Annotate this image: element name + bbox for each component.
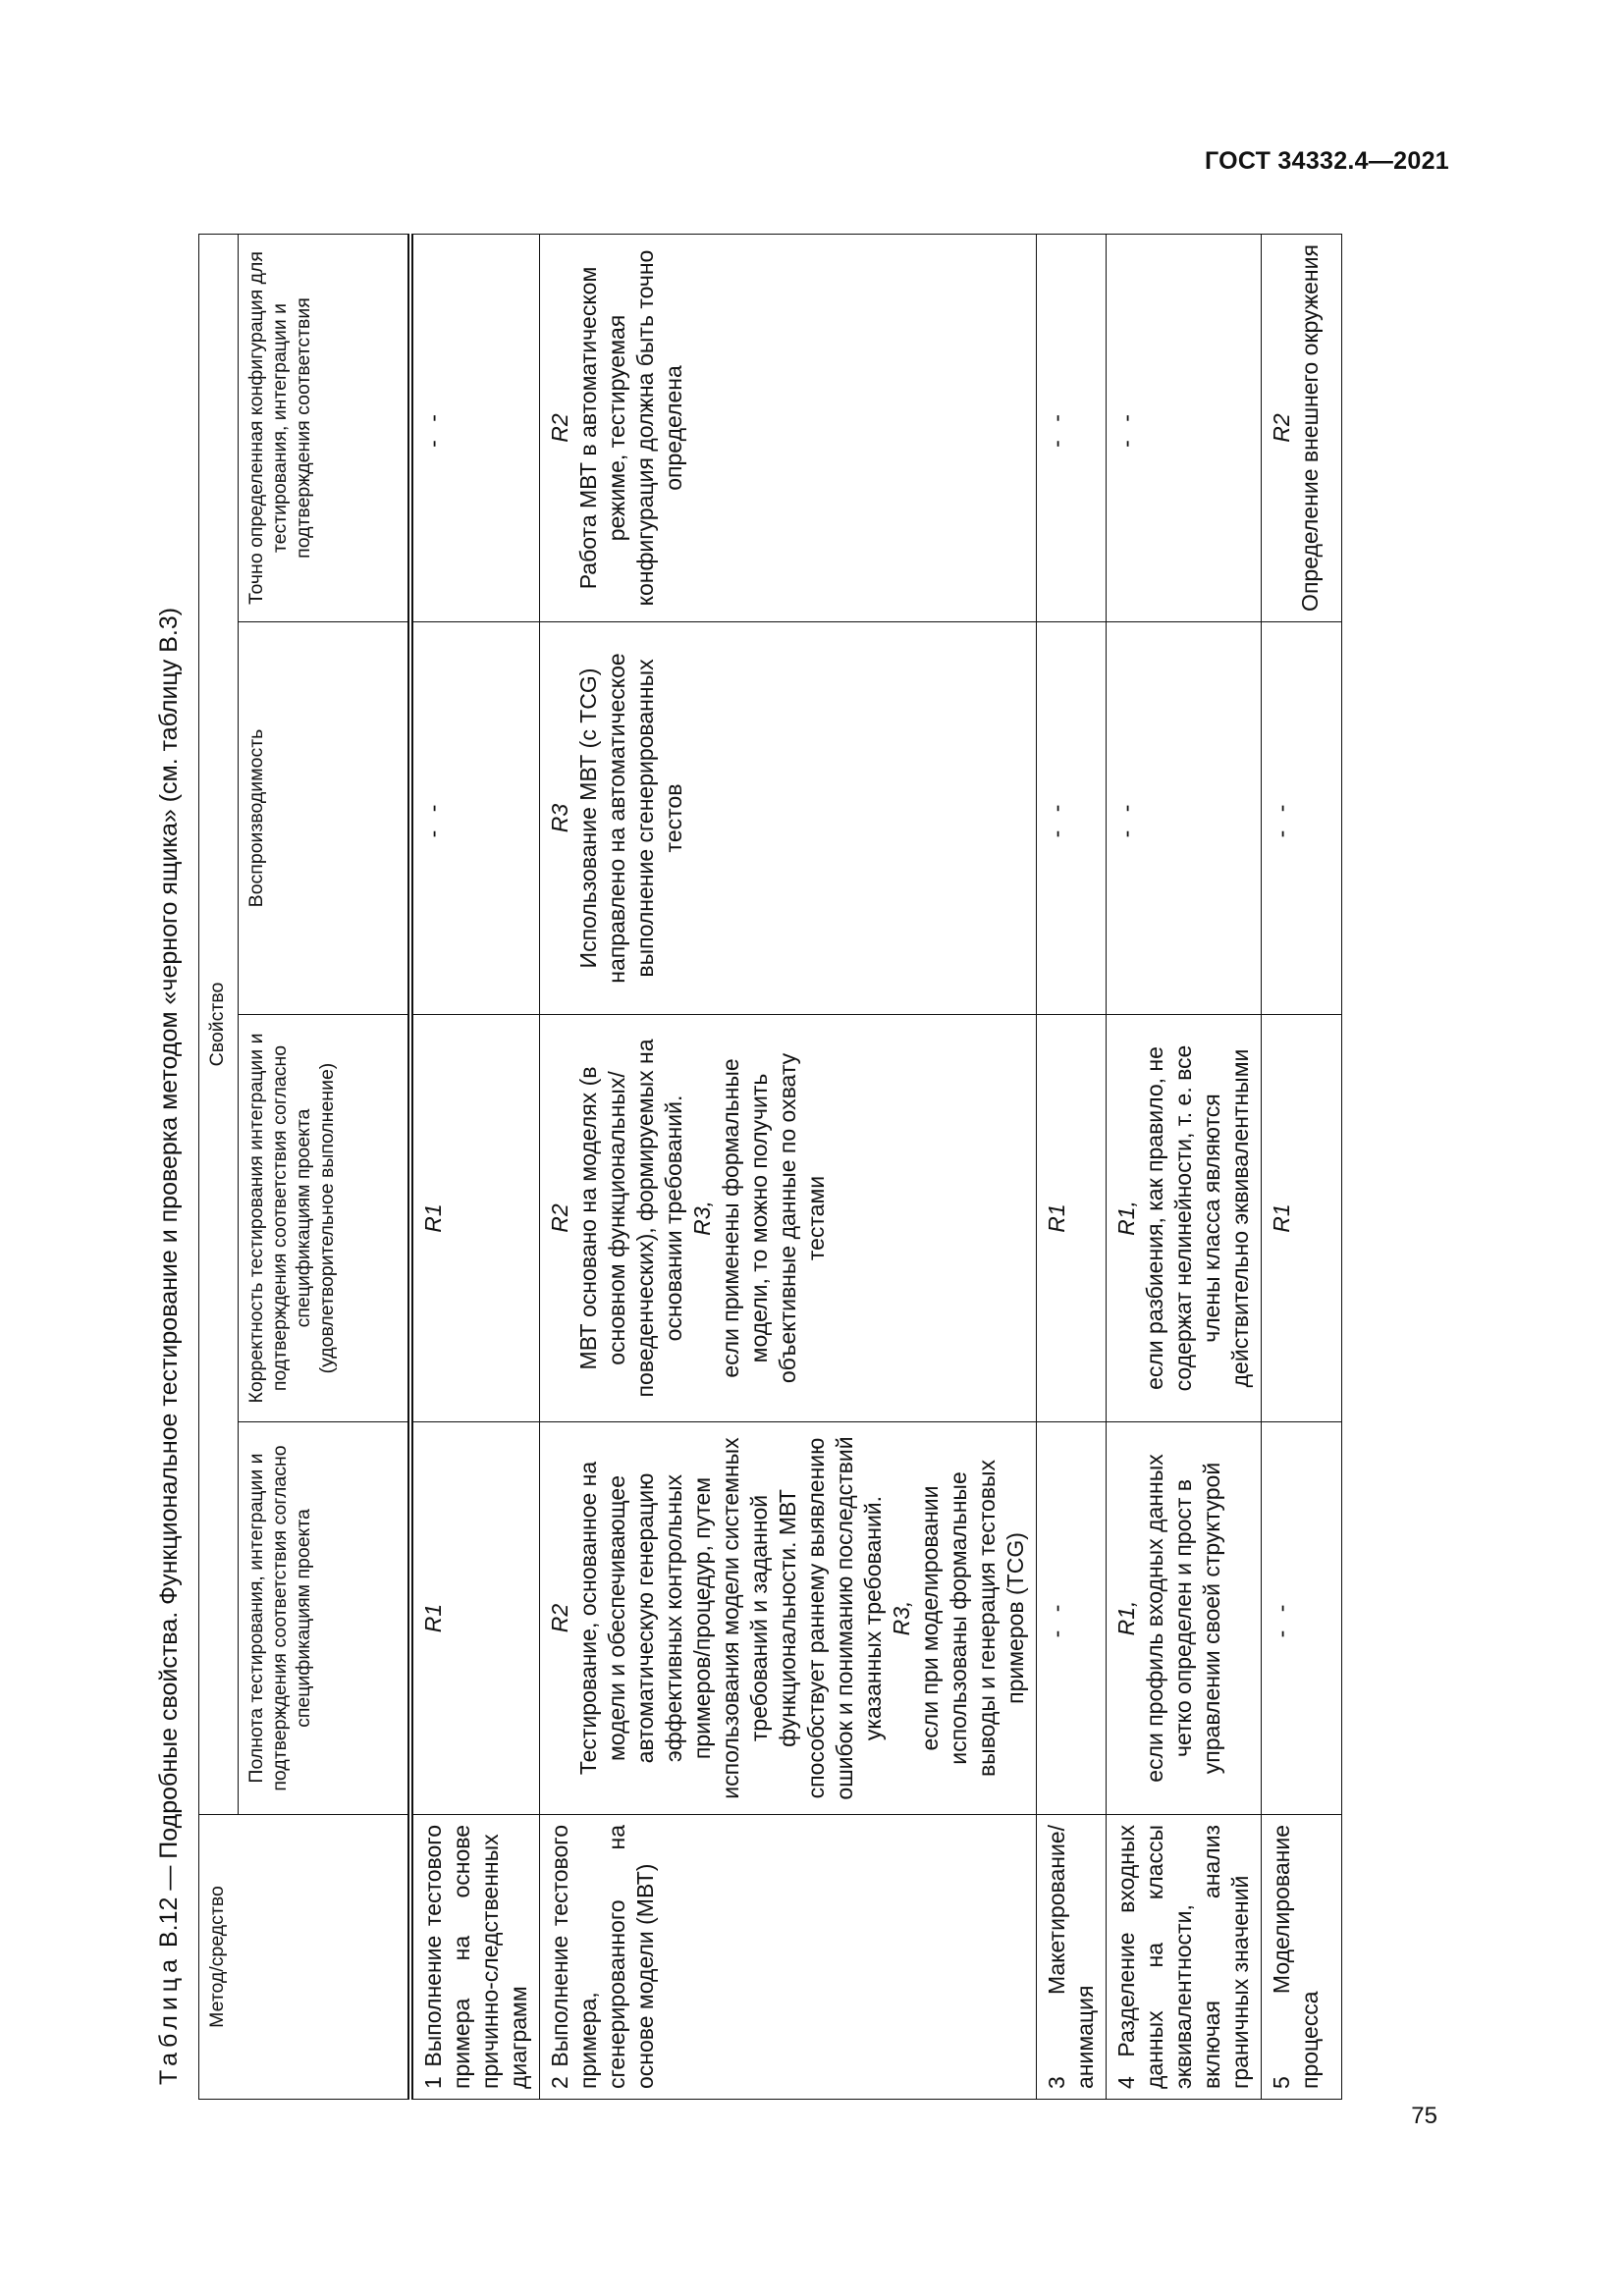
table-row — [540, 234, 1037, 2099]
table-row — [1107, 234, 1262, 2099]
rating-text: Использование МВТ (с TCG) направлено на автоматическое выполнение сгенерированных тестов — [575, 653, 686, 984]
rating-text: МВТ основано на моделях (в основном функциональных/поведенческих), формируемых на основании требований. — [575, 1039, 686, 1398]
rating-text: Работа МВТ в автоматическом режиме, тестируемая конфигурация должна быть точно определена — [575, 249, 686, 607]
properties-table — [198, 234, 1342, 2100]
rating-mark: R2 — [547, 1603, 572, 1633]
rating-cell — [540, 1422, 1037, 1815]
caption-text: В.12 — Подробные свойства. Функциональное тестирование и проверка методом «черного ящика» (см. таблицу В.3) — [155, 607, 183, 1949]
rating-mark: - - — [420, 408, 446, 448]
rating-cell — [540, 1015, 1037, 1422]
rating-cell — [1037, 1015, 1107, 1422]
document-code: ГОСТ 34332.4—2021 — [1204, 147, 1449, 175]
rotated-table-area — [139, 235, 1445, 2100]
rating-cell — [540, 622, 1037, 1015]
rating-mark: - - — [1269, 1598, 1294, 1638]
rating-text: если разбиения, как правило, не содержат нелинейности, т. е. все члены класса являются действительно эквивалентными — [1142, 1044, 1253, 1392]
table-caption — [139, 608, 198, 2085]
rating-text: если применены формальные модели, то можно получить объективные данные по охвату тестами — [718, 1052, 829, 1384]
table-row — [1037, 234, 1107, 2099]
rating-cell — [1107, 1015, 1262, 1422]
rating-cell — [1107, 234, 1262, 621]
rating-mark: - - — [1113, 408, 1139, 448]
rating-mark: R1 — [420, 1603, 446, 1633]
rating-text: Определение внешнего окружения — [1297, 244, 1323, 612]
method-column-header: Метод/средство — [199, 1815, 411, 2100]
property-group-header: Свойство — [199, 234, 239, 1814]
rating-mark: - - — [1044, 408, 1069, 448]
rating-mark: R1 — [1269, 1203, 1294, 1233]
rating-cell — [540, 234, 1037, 621]
rating-mark: R2 — [547, 413, 572, 443]
rating-cell — [1262, 1015, 1342, 1422]
rating-cell — [1262, 234, 1342, 621]
rating-cell — [1037, 1422, 1107, 1815]
method-cell: 4 Разделение входных данных на классы эквивалентности, включая анализ граничных значений — [1107, 1815, 1262, 2100]
rating-cell — [410, 234, 540, 621]
rating-mark: R1 — [420, 1203, 446, 1233]
rating-cell — [1107, 1422, 1262, 1815]
rating-mark: R2 — [547, 1203, 572, 1233]
column-header-repeatability: Воспроизводимость — [239, 622, 411, 1015]
caption-prefix: Таблица — [155, 1953, 183, 2085]
rating-cell — [1037, 622, 1107, 1015]
rating-mark: R2 — [1269, 413, 1294, 443]
page-number: 75 — [1411, 2103, 1437, 2129]
rating-cell — [1262, 1422, 1342, 1815]
method-cell: 2 Выполнение тестового примера, сгенерированного на основе модели (МВТ) — [540, 1815, 1037, 2100]
rating-mark: - - — [1269, 798, 1294, 838]
method-cell: 1 Выполнение тестового примера на основе причинно-следственных диаграмм — [410, 1815, 540, 2100]
rating-mark: R1, — [1113, 1600, 1139, 1636]
table-row — [1262, 234, 1342, 2099]
rating-cell — [1107, 622, 1262, 1015]
rating-text: если при моделировании использованы формальные выводы и генерация тестовых примеров (TCG) — [917, 1459, 1028, 1778]
method-cell: 3 Макетирование/анимация — [1037, 1815, 1107, 2100]
method-cell: 5 Моделирование процесса — [1262, 1815, 1342, 2100]
column-header-correctness: Корректность тестирования интеграции и подтверждения соответствия согласно спецификациям проекта (удовлетворительное выполнение) — [239, 1015, 411, 1422]
table-row — [410, 234, 540, 2099]
rating-mark: - - — [1044, 798, 1069, 838]
rating-mark: - - — [1113, 798, 1139, 838]
rating-cell — [1037, 234, 1107, 621]
column-header-completeness: Полнота тестирования, интеграции и подтверждения соответствия согласно спецификациям проекта — [239, 1422, 411, 1815]
rating-mark: R3, — [889, 1600, 914, 1636]
rating-cell — [1262, 622, 1342, 1015]
rating-mark: R1, — [1113, 1201, 1139, 1236]
rating-cell — [410, 622, 540, 1015]
rating-mark: - - — [420, 798, 446, 838]
rating-mark: R1 — [1044, 1203, 1069, 1233]
column-header-configuration: Точно определенная конфигурация для тестирования, интеграции и подтверждения соответствия — [239, 234, 411, 621]
rating-mark: - - — [1044, 1598, 1069, 1638]
rating-text: если профиль входных данных четко определен и прост в управлении своей структурой — [1142, 1454, 1224, 1783]
rating-cell — [410, 1422, 540, 1815]
rating-cell — [410, 1015, 540, 1422]
rating-mark: R3 — [547, 803, 572, 833]
rating-text: Тестирование, основанное на модели и обеспечивающее автоматическую генерацию эффективных контрольных примеров/процедур, путем использования модели системных требований и заданной функциональности. МВТ способствует раннему выявлению ошибок и пониманию последствий указанных требований. — [575, 1436, 886, 1800]
rating-mark: R3, — [689, 1201, 715, 1236]
